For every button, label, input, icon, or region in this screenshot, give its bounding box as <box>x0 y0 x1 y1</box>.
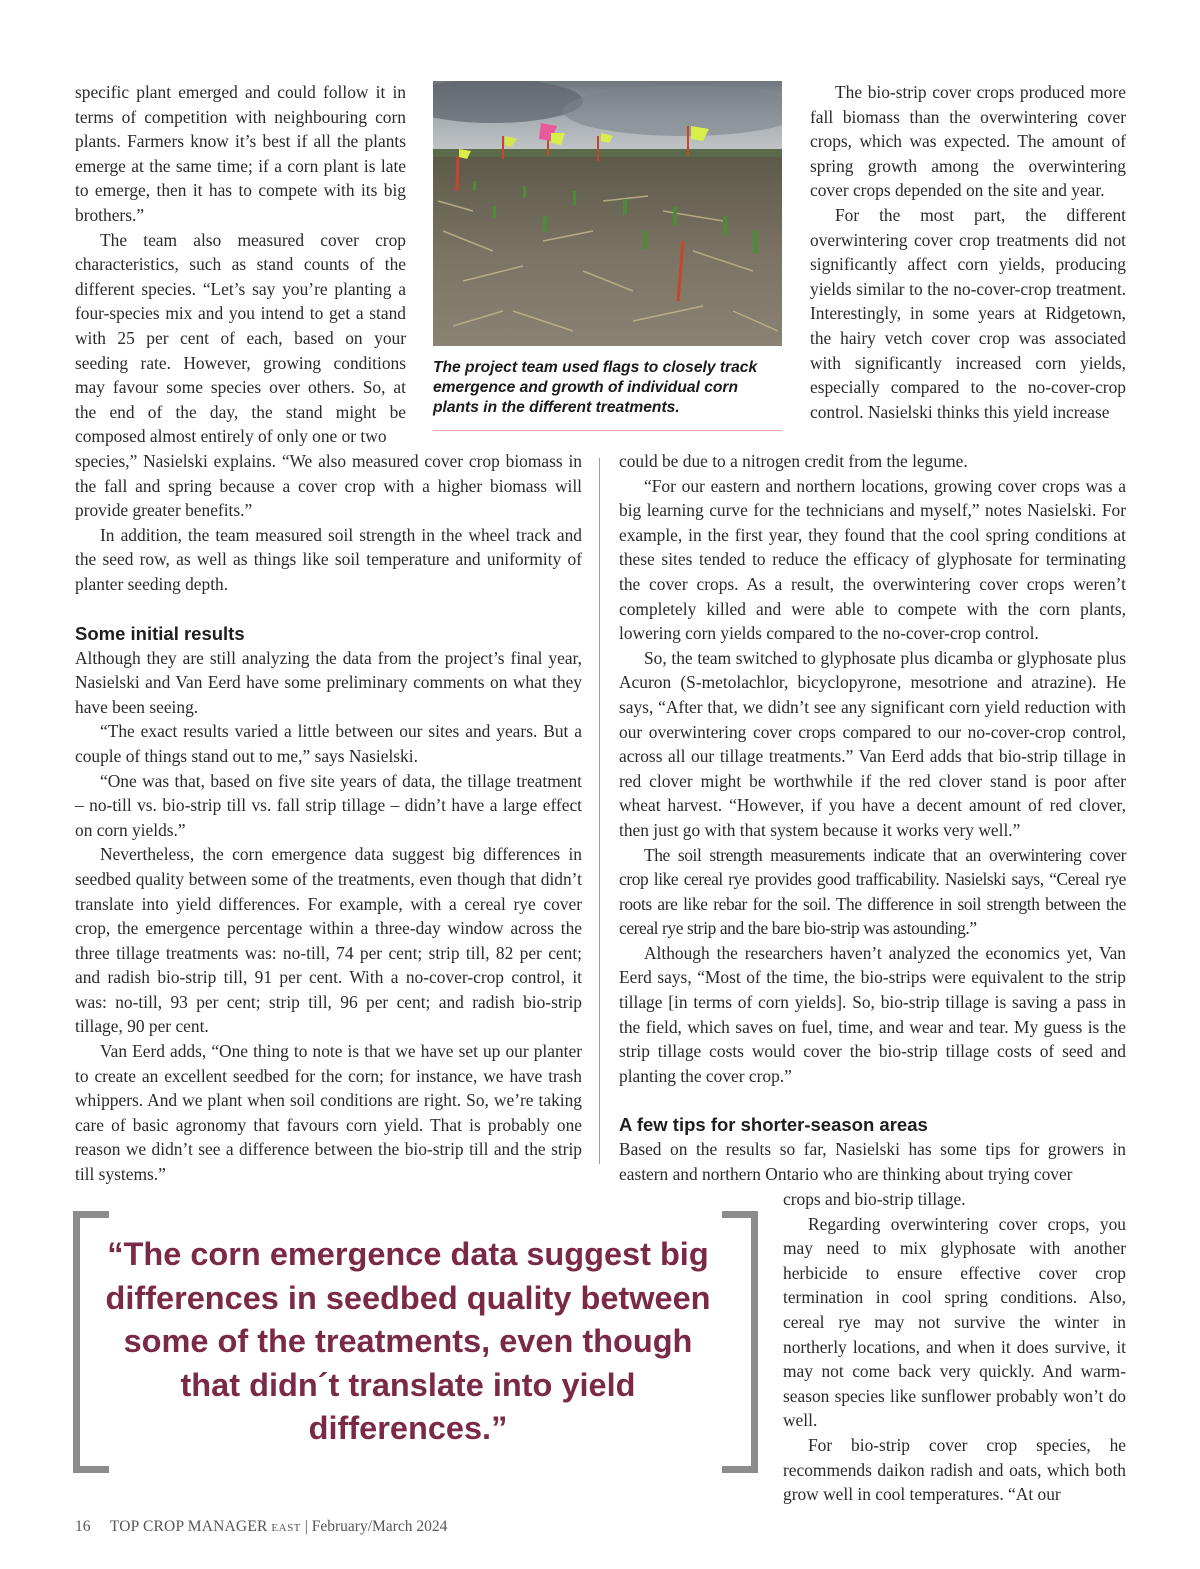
paragraph: Based on the results so far, Nasielski has some tips for growers in eastern and northern Ontario who are thinking about trying cover <box>619 1139 1126 1185</box>
paragraph: “For our eastern and northern locations, growing cover crops was a big learning curve for the technicians and myself,” notes Nasielski. For example, in the first year, they found that the cool spring conditions at these sites tended to reduce the efficacy of glyphosate for terminating the cover crops. As a result, the overwintering cover crops weren’t completely killed and were able to compete with the corn plants, lowering corn yields compared to the no-cover-crop control. <box>619 475 1126 644</box>
right-column-bottom <box>783 1187 1126 1507</box>
paragraph: For the most part, the different overwintering cover crop treatments did not significantly affect corn yields, producing yields similar to the no-cover-crop treatment. Interestingly, in some years at Ridgetown, the hairy vetch cover crop was associated with significantly increased corn yields, especially compared to the no-cover-crop control. Nasielski thinks this yield increase <box>810 204 1126 422</box>
paragraph: crops and bio-strip tillage. <box>783 1189 966 1209</box>
field-photo <box>433 81 782 346</box>
field-photo-image <box>433 81 782 346</box>
section-heading: Some initial results <box>75 622 245 644</box>
magazine-name: TOP CROP MANAGER <box>109 1518 268 1535</box>
paragraph: “One was that, based on five site years of data, the tillage treatment – no-till vs. bio-strip till vs. fall strip tillage – didn’t have a large effect on corn yields.” <box>75 770 582 840</box>
paragraph: In addition, the team measured soil strength in the wheel track and the seed row, as well as things like soil temperature and uniformity of planter seeding depth. <box>75 524 582 594</box>
paragraph: Nevertheless, the corn emergence data suggest big differences in seedbed quality between some of the treatments, even though that didn’t translate into yield differences. For example, with a cereal rye cover crop, the emergence percentage within a three-day window across the three tillage treatments was: no-till, 74 per cent; strip till, 82 per cent; and radish bio-strip till, 91 per cent. With a no-cover-crop control, it was: no-till, 93 per cent; strip till, 96 per cent; and radish bio-strip tillage, 90 per cent. <box>75 844 582 1037</box>
paragraph: The team also measured cover crop characteristics, such as stand counts of the different species. “Let’s say you’re planting a four-species mix and you intend to get a stand with 25 per cent of each, based on your seeding rate. However, growing conditions may favour some species over others. So, at the end of the day, the stand might be composed almost entirely of only one or two <box>75 229 406 447</box>
paragraph: “The exact results varied a little between our sites and years. But a couple of things stand out to me,” says Nasielski. <box>75 721 582 766</box>
paragraph: could be due to a nitrogen credit from the legume. <box>619 451 968 471</box>
paragraph: species,” Nasielski explains. “We also measured cover crop biomass in the fall and spring because a cover crop with a higher biomass will provide greater benefits.” <box>75 451 582 521</box>
photo-caption: The project team used flags to closely track emergence and growth of individual corn plants in the different treatments. <box>433 359 758 416</box>
issue-date: | February/March 2024 <box>304 1518 448 1535</box>
right-column-top <box>810 80 1126 424</box>
right-bracket <box>722 1211 758 1473</box>
paragraph: Although the researchers haven’t analyzed the economics yet, Van Eerd says, “Most of the time, the bio-strips were equivalent to the strip tillage [in terms of corn yields]. So, bio-strip tillage is saving a pass in the field, which saves on fuel, time, and wear and tear. My guess is the strip tillage costs would cover the bio-strip tillage costs of seed and planting the cover crop.” <box>619 942 1126 1086</box>
left-column-top <box>75 80 406 449</box>
right-column-main <box>619 449 1126 1187</box>
paragraph: Van Eerd adds, “One thing to note is that we have set up our planter to create an excellent seedbed for the corn; for instance, we have trash whippers. And we plant when soil conditions are right. So, we’re taking care of basic agronomy that favours corn yield. That is probably one reason we didn’t see a difference between the bio-strip till and the strip till systems.” <box>75 1041 582 1185</box>
left-column-bottom <box>75 449 582 1187</box>
paragraph: Regarding overwintering cover crops, you may need to mix glyphosate with another herbicide to ensure effective cover crop termination in cool spring conditions. Also, cereal rye may not survive the winter in northerly locations, and when it does survive, it may not come back very quickly. And warm-season species like sunflower probably won’t do well. <box>783 1213 1126 1431</box>
magazine-edition: EAST <box>271 1522 301 1534</box>
paragraph: The bio-strip cover crops produced more fall biomass than the overwintering cover crops, which was expected. The amount of spring growth among the overwintering cover crops depended on the site and year. <box>810 82 1126 201</box>
column-divider <box>599 458 600 1164</box>
paragraph: The soil strength measurements indicate that an overwintering cover crop like cereal rye provides good trafficability. Nasielski says, “Cereal rye roots are like rebar for the soil. The difference in soil strength between the cereal rye strip and the bare bio-strip was astounding.” <box>619 844 1126 939</box>
page-footer <box>75 1518 447 1536</box>
pull-quote: “The corn emergence data suggest big differences in seedbed quality between some of the treatments, even though that didn´t translate into yield differences.” <box>105 1236 711 1446</box>
paragraph: specific plant emerged and could follow it in terms of competition with neighbouring corn plants. Farmers know it’s best if all the plants emerge at the same time; if a corn plant is late to emerge, then it has to compete with its big brothers.” <box>75 82 406 225</box>
caption-divider <box>433 430 782 431</box>
section-heading: A few tips for shorter-season areas <box>619 1114 928 1136</box>
paragraph: So, the team switched to glyphosate plus dicamba or glyphosate plus Acuron (S-metolachlor, bicyclopyrone, mesotrione and atrazine). He says, “After that, we didn’t see any significant corn yield reduction with our overwintering cover crops compared to our no-cover-crop control, across all our tillage treatments.” Van Eerd adds that bio-strip tillage in red clover might be worthwhile if the red clover stand is poor after wheat harvest. “However, if you have a decent amount of red clover, then just go with that system because it works very well.” <box>619 647 1126 840</box>
paragraph: Although they are still analyzing the data from the project’s final year, Nasielski and Van Eerd have some preliminary comments on what they have been seeing. <box>75 647 582 717</box>
paragraph: For bio-strip cover crop species, he recommends daikon radish and oats, which both grow well in cool temperatures. “At our <box>783 1434 1126 1505</box>
page-number: 16 <box>75 1518 91 1535</box>
